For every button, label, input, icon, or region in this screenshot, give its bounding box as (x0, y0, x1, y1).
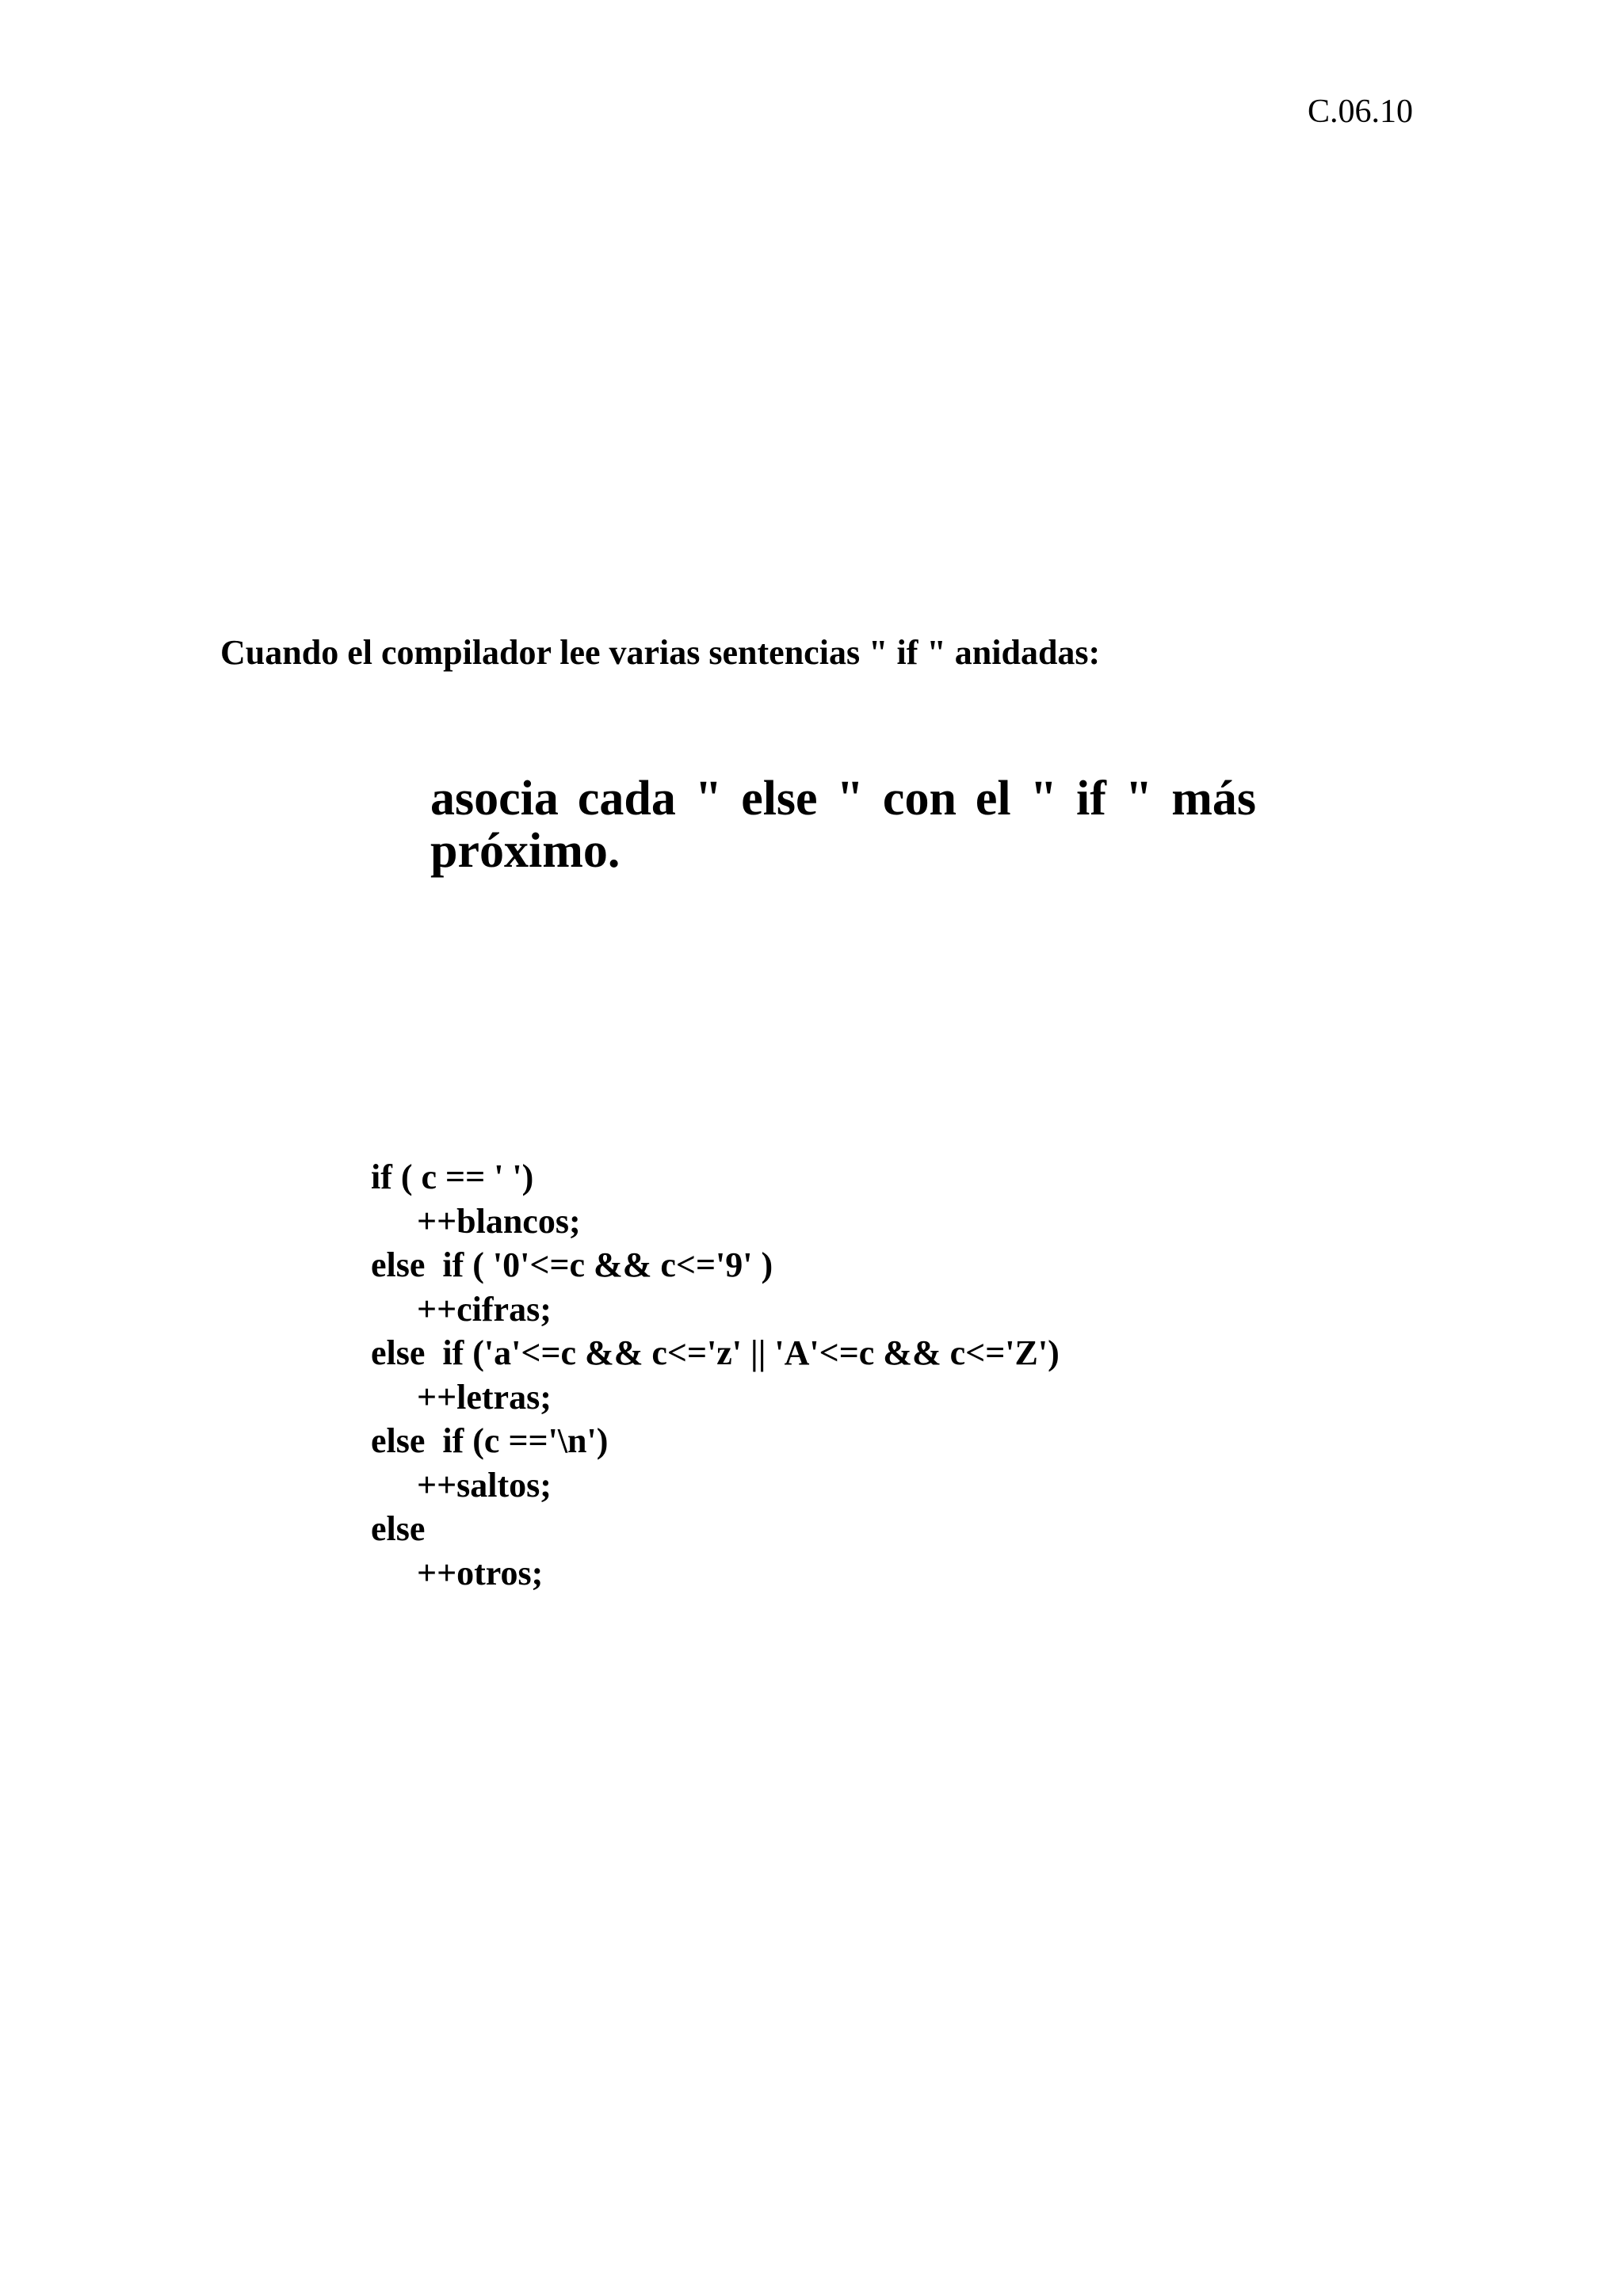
code-line: ++letras; (417, 1377, 552, 1417)
code-line: if ( c == ' ') (371, 1158, 534, 1196)
code-line: ++saltos; (417, 1465, 552, 1505)
code-line: ++cifras; (417, 1289, 552, 1329)
code-line: ++otros; (417, 1553, 544, 1592)
code-line: else (371, 1509, 426, 1548)
code-line: else if ( '0'<=c && c<='9' ) (371, 1245, 773, 1284)
code-line: else if ('a'<=c && c<='z' || 'A'<=c && c<='Z') (371, 1333, 1060, 1372)
code-line: ++blancos; (417, 1201, 581, 1241)
code-line: else if (c =='\n') (371, 1421, 609, 1460)
rule-statement: asocia cada " else " con el " if " más próximo. (430, 772, 1256, 878)
intro-statement: Cuando el compilador lee varias sentencias " if " anidadas: (220, 633, 1101, 672)
code-block (371, 1155, 1060, 1595)
page-number: C.06.10 (1307, 93, 1413, 130)
